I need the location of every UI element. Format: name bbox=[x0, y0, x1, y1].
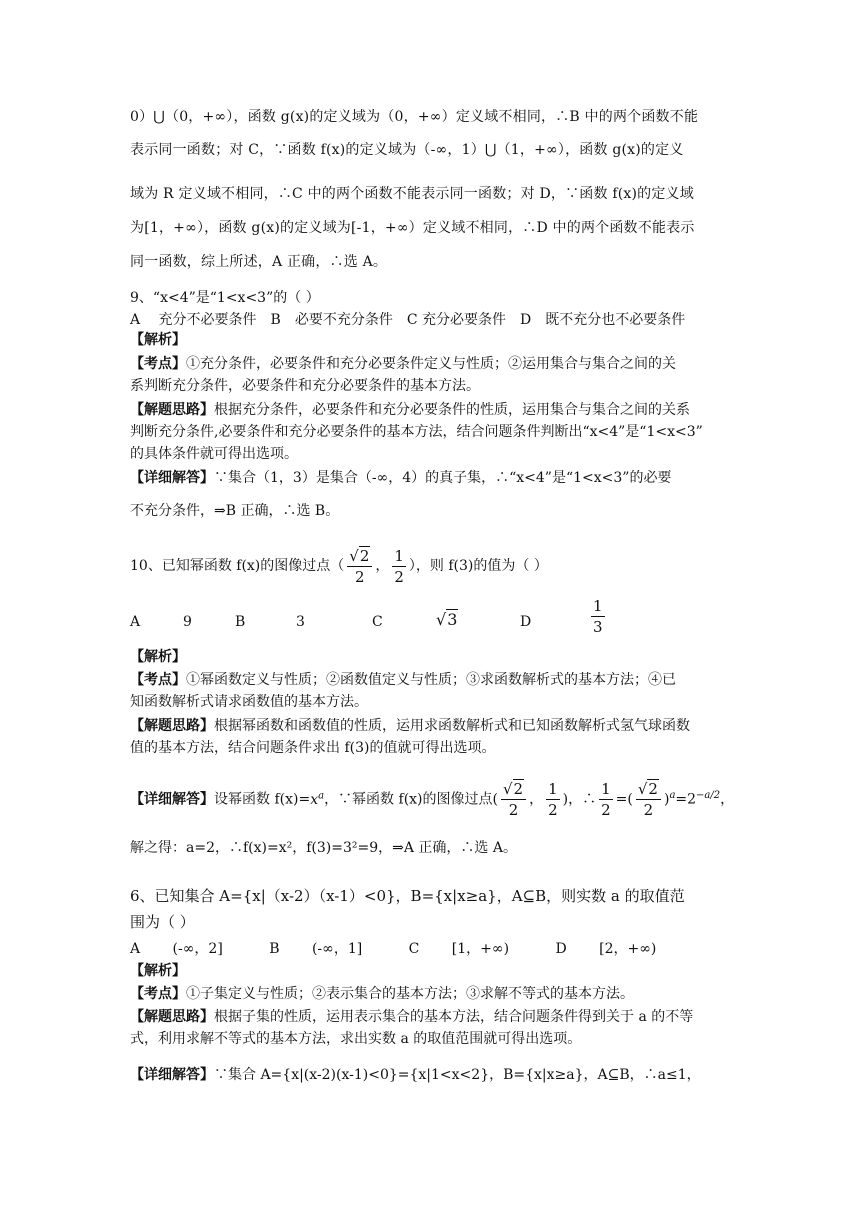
text-line: 为[1，+∞），函数 g(x)的定义域为[-1，+∞）定义域不相同，∴D 中的两个函数不能表示 bbox=[130, 220, 695, 236]
stem-text: 10、已知幂函数 f(x)的图像过点（ bbox=[130, 558, 345, 574]
detail-label: 【详细解答】 bbox=[130, 1067, 214, 1083]
x-power-a: $x^a$ bbox=[310, 790, 325, 808]
silu-line-2: 式，利用求解不等式的基本方法，求出实数 a 的取值范围就可得出选项。 bbox=[130, 1031, 582, 1047]
silu-line bbox=[130, 401, 690, 419]
detail-text: 设幂函数 f(x)= bbox=[214, 791, 311, 808]
option-d-label: D bbox=[520, 614, 532, 630]
detail-text: =( bbox=[615, 791, 633, 808]
jiexi-heading: 【解析】 bbox=[130, 649, 186, 665]
fraction-sqrt2-over-2: $\frac{√2}{2}$ bbox=[347, 546, 372, 587]
kaodian-label: 【考点】 bbox=[130, 672, 186, 688]
kaodian-label: 【考点】 bbox=[130, 986, 186, 1002]
detail-line-2: 不充分条件，⇒B 正确，∴选 B。 bbox=[130, 503, 340, 519]
fraction-1-over-2: $\frac{1}{2}$ bbox=[394, 546, 404, 586]
text-line: 表示同一函数；对 C，∵函数 f(x)的定义域为（-∞，1）⋃（1，+∞），函数 g(x)的定义 bbox=[130, 142, 684, 158]
kaodian-line bbox=[130, 671, 676, 689]
kaodian-line-2: 系判断充分条件，必要条件和充分必要条件的基本方法。 bbox=[130, 378, 480, 394]
detail-text: ，∵幂函数 f(x)的图像过点( bbox=[324, 791, 498, 808]
detail-text: ∵集合 A={x|(x-2)(x-1)<0}={x|1<x<2}，B={x|x≥a}，A⊆B，∴a≤1， bbox=[214, 1067, 701, 1083]
option-b-label: B bbox=[235, 614, 246, 630]
detail-line-2: 解之得：a=2，∴f(x)=x²，f(3)=3²=9，⇒A 正确，∴选 A。 bbox=[130, 840, 517, 856]
option-c-label: C bbox=[372, 614, 383, 630]
kaodian-line bbox=[130, 985, 634, 1003]
option-a-label: A bbox=[130, 614, 141, 630]
jiexi-heading: 【解析】 bbox=[130, 332, 186, 348]
fraction-sqrt2-over-2: $\frac{√2}{2}$ bbox=[501, 779, 526, 820]
kaodian-label: 【考点】 bbox=[130, 356, 186, 372]
question-6-stem: 6、已知集合 A={x|（x-2）（x-1）<0}，B={x|x≥a}，A⊆B，则实数 a 的取值范 bbox=[130, 887, 685, 905]
silu-line bbox=[130, 1008, 693, 1026]
detail-label: 【详细解答】 bbox=[130, 791, 214, 808]
text-line: 同一函数，综上所述，A 正确，∴选 A。 bbox=[130, 254, 388, 270]
jiexi-heading: 【解析】 bbox=[130, 963, 186, 979]
silu-text: 根据幂函数和函数值的性质，运用求函数解析式和已知函数解析式氢气球函数 bbox=[214, 718, 690, 734]
detail-text: )，∴ bbox=[562, 791, 597, 808]
stem-text: ），则 f(3)的值为（ ） bbox=[408, 558, 548, 574]
kaodian-text: ①子集定义与性质；②表示集合的基本方法；③求解不等式的基本方法。 bbox=[186, 986, 634, 1002]
silu-label: 【解题思路】 bbox=[130, 1009, 214, 1025]
option-a-value: 9 bbox=[183, 614, 192, 630]
option-c-value: √3 bbox=[436, 610, 458, 629]
question-9-stem: 9、“x<4”是“1<x<3”的（ ） bbox=[130, 290, 320, 306]
option-b-value: 3 bbox=[296, 614, 305, 630]
silu-line-2: 判断充分条件,必要条件和充分必要条件的基本方法，结合问题条件判断出“x<4”是“1<x<3” bbox=[130, 424, 703, 440]
kaodian-line-2: 知函数解析式请求函数值的基本方法。 bbox=[130, 694, 368, 710]
fraction-sqrt2-over-2: $\frac{√2}{2}$ bbox=[636, 779, 661, 820]
kaodian-text: ①充分条件，必要条件和充分必要条件定义与性质；②运用集合与集合之间的关 bbox=[186, 356, 676, 372]
detail-line-formula: 【详细解答】设幂函数 $f(x)=x^a$，∵幂函数 f(x)的图像过点( $\frac{√2}{2}$ ， $\frac{1}{2}$ )，∴ $\frac{1}{2}$ =( $\frac{√2}{2}$ )$^a=2^{-a/2}$， bbox=[130, 780, 735, 820]
detail-line bbox=[130, 1066, 701, 1084]
kaodian-line bbox=[130, 355, 676, 373]
detail-text: ∵集合（1，3）是集合（-∞，4）的真子集，∴“x<4”是“1<x<3”的必要 bbox=[214, 470, 672, 486]
question-6-stem-2: 围为（ ） bbox=[130, 913, 195, 931]
option-d-value: $\frac{1}{3}$ bbox=[593, 597, 603, 636]
question-9-options: A 充分不必要条件 B 必要不充分条件 C 充分必要条件 D 既不充分也不必要条件 bbox=[130, 312, 686, 328]
fraction-1-over-2: $\frac{1}{2}$ bbox=[548, 780, 558, 820]
kaodian-text: ①幂函数定义与性质；②函数值定义与性质；③求函数解析式的基本方法；④已 bbox=[186, 672, 676, 688]
text-line: 0）⋃（0，+∞），函数 g(x)的定义域为（0，+∞）定义域不相同，∴B 中的两个函数不能 bbox=[130, 109, 699, 125]
text-line: 域为 R 定义域不相同，∴C 中的两个函数不能表示同一函数；对 D，∵函数 f(x)的定义域 bbox=[130, 186, 694, 202]
question-6-options: A (-∞，2] B (-∞，1] C [1，+∞) D [2，+∞) bbox=[130, 941, 657, 957]
silu-label: 【解题思路】 bbox=[130, 402, 214, 418]
silu-line bbox=[130, 717, 690, 735]
detail-text: =2 bbox=[675, 791, 697, 808]
detail-text: ， bbox=[720, 791, 735, 808]
detail-text: ) bbox=[663, 791, 670, 808]
silu-text: 根据充分条件，必要条件和充分必要条件的性质，运用集合与集合之间的关系 bbox=[214, 402, 690, 418]
detail-label: 【详细解答】 bbox=[130, 470, 214, 486]
silu-text: 根据子集的性质，运用表示集合的基本方法，结合问题条件得到关于 a 的不等 bbox=[214, 1009, 694, 1025]
silu-line-2: 值的基本方法，结合问题条件求出 f(3)的值就可得出选项。 bbox=[130, 740, 496, 756]
silu-line-3: 的具体条件就可得出选项。 bbox=[130, 446, 298, 462]
detail-line bbox=[130, 469, 671, 487]
fraction-1-over-2: $\frac{1}{2}$ bbox=[601, 780, 611, 820]
silu-label: 【解题思路】 bbox=[130, 718, 214, 734]
question-10-stem: 10、已知幂函数 f(x)的图像过点（ $\frac{√2}{2}$ ， $\frac{1}{2}$ ），则 f(3)的值为（ ） bbox=[130, 546, 548, 586]
